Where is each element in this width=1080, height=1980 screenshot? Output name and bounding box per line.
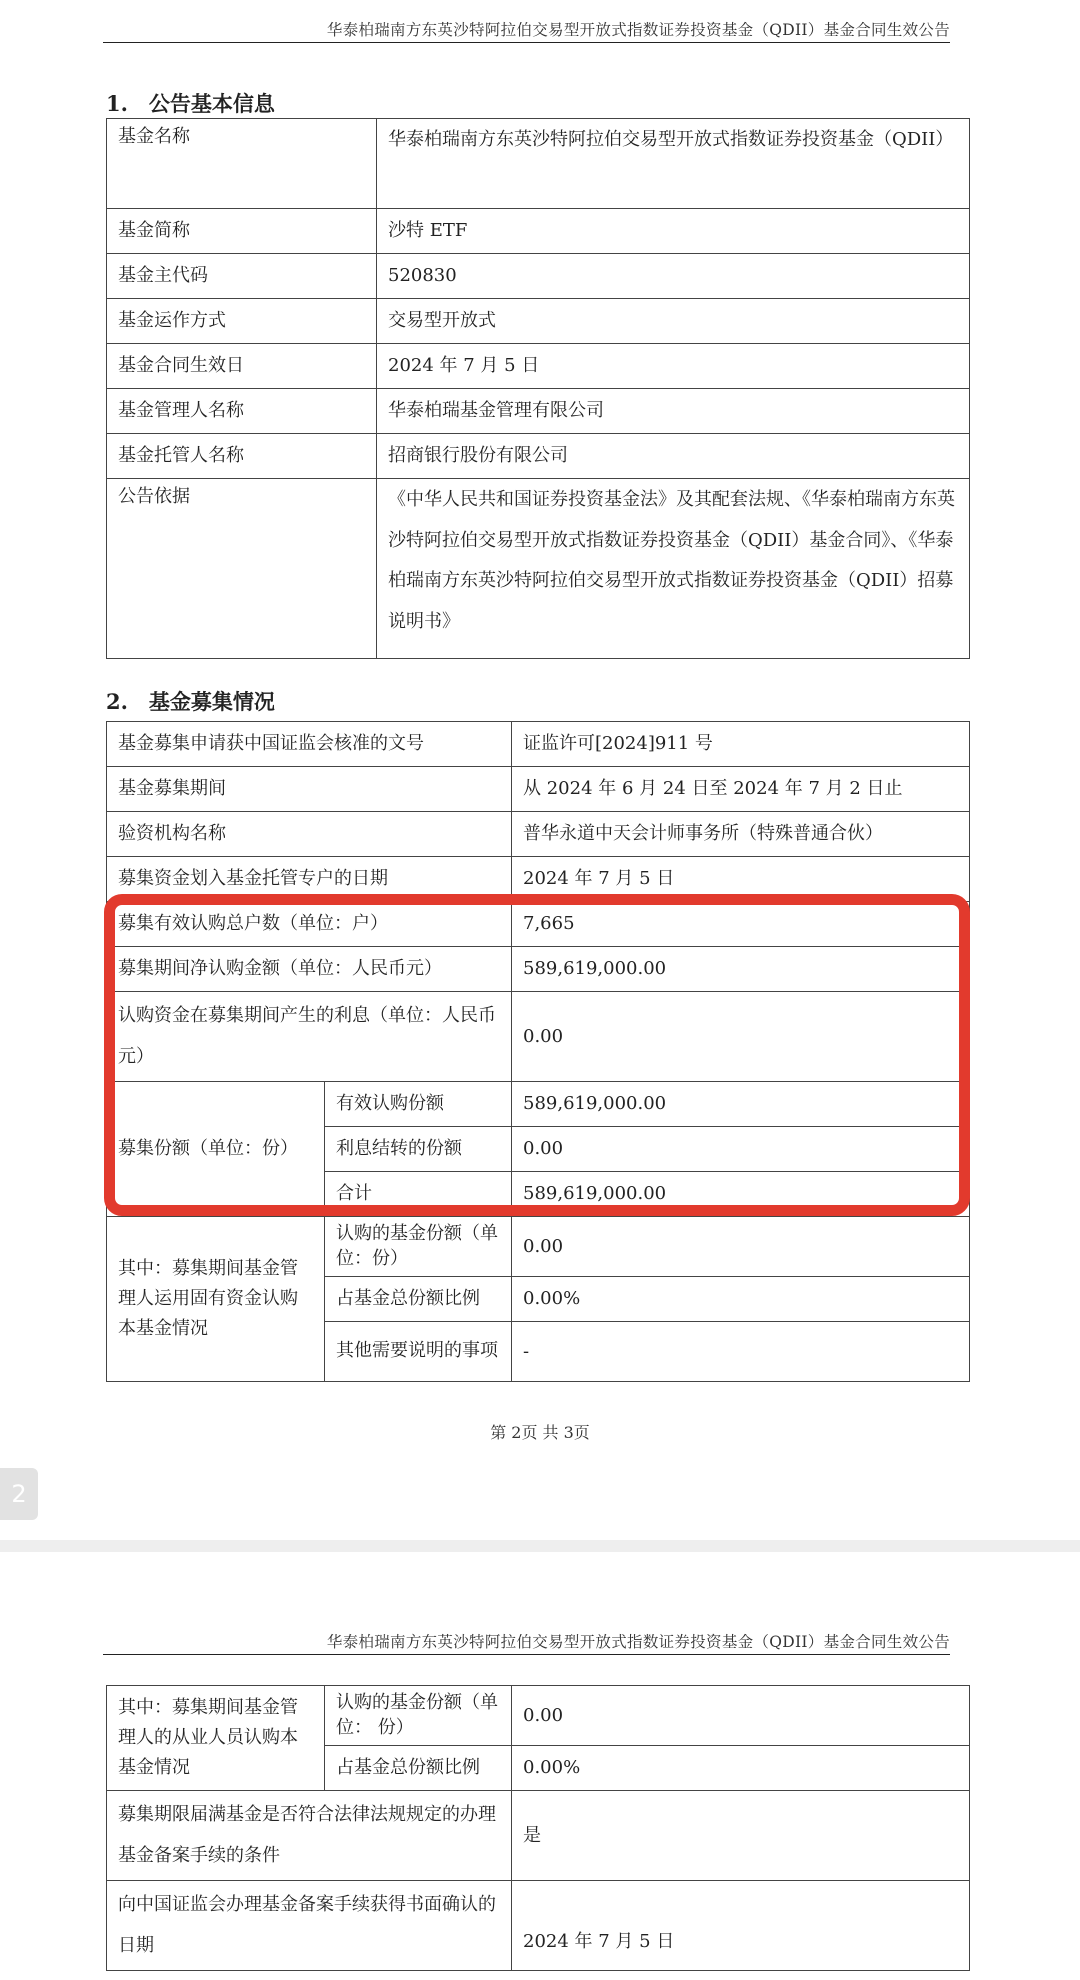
row-label: 向中国证监会办理基金备案手续获得书面确认的日期 [107, 1881, 512, 1971]
row-value: 华泰柏瑞南方东英沙特阿拉伯交易型开放式指数证券投资基金（QDII） [377, 119, 970, 209]
row-label: 验资机构名称 [107, 812, 512, 857]
page-header: 华泰柏瑞南方东英沙特阿拉伯交易型开放式指数证券投资基金（QDII）基金合同生效公告 [326, 21, 950, 39]
section-2-title: 2. 基金募集情况 [106, 689, 275, 714]
row-value: 普华永道中天会计师事务所（特殊普通合伙） [512, 812, 970, 857]
page-header: 华泰柏瑞南方东英沙特阿拉伯交易型开放式指数证券投资基金（QDII）基金合同生效公告 [326, 1633, 950, 1651]
row-label: 认购的基金份额（单位：份） [325, 1217, 512, 1277]
table-row [107, 299, 970, 344]
table-row [107, 722, 970, 767]
row-value: 589,619,000.00 [512, 947, 970, 992]
header-rule [103, 1654, 950, 1655]
row-value: 589,619,000.00 [512, 1172, 970, 1217]
fundraising-table-continued [106, 1685, 970, 1971]
row-value: 2024 年 7 月 5 日 [512, 857, 970, 902]
row-label: 基金主代码 [107, 254, 377, 299]
table-row [107, 434, 970, 479]
page-number: 第 2页 共 3页 [490, 1423, 590, 1442]
row-label: 公告依据 [107, 479, 377, 659]
table-row [107, 947, 970, 992]
row-value: 2024 年 7 月 5 日 [512, 1881, 970, 1971]
row-value: 招商银行股份有限公司 [377, 434, 970, 479]
row-value: - [512, 1322, 970, 1382]
table-row [107, 254, 970, 299]
row-value: 证监许可[2024]911 号 [512, 722, 970, 767]
document-page-2 [0, 1552, 1080, 1980]
row-label: 合计 [325, 1172, 512, 1217]
staff-label: 其中：募集期间基金管理人的从业人员认购本基金情况 [107, 1686, 325, 1791]
table-row [107, 209, 970, 254]
row-label: 利息结转的份额 [325, 1127, 512, 1172]
row-label: 募集资金划入基金托管专户的日期 [107, 857, 512, 902]
row-label: 基金募集期间 [107, 767, 512, 812]
row-value: 520830 [377, 254, 970, 299]
table-row [107, 1082, 970, 1127]
row-value: 0.00 [512, 1686, 970, 1746]
row-value: 0.00 [512, 992, 970, 1082]
shares-group-label: 募集份额（单位：份） [107, 1082, 325, 1217]
row-value: 华泰柏瑞基金管理有限公司 [377, 389, 970, 434]
table-row [107, 479, 970, 659]
row-label: 基金简称 [107, 209, 377, 254]
header-rule [103, 42, 950, 43]
fundraising-table [106, 721, 970, 1382]
row-value: 交易型开放式 [377, 299, 970, 344]
page-separator [0, 1540, 1080, 1552]
row-value: 0.00% [512, 1746, 970, 1791]
row-label: 基金名称 [107, 119, 377, 209]
table-row [107, 812, 970, 857]
basic-info-table [106, 118, 970, 659]
row-label: 认购的基金份额（单位： 份） [325, 1686, 512, 1746]
row-value: 从 2024 年 6 月 24 日至 2024 年 7 月 2 日止 [512, 767, 970, 812]
row-label: 占基金总份额比例 [325, 1746, 512, 1791]
row-label: 基金管理人名称 [107, 389, 377, 434]
table-row [107, 992, 970, 1082]
table-row [107, 1686, 970, 1746]
table-row [107, 902, 970, 947]
row-label: 募集期限届满基金是否符合法律法规规定的办理基金备案手续的条件 [107, 1791, 512, 1881]
table-row [107, 344, 970, 389]
row-value: 2024 年 7 月 5 日 [377, 344, 970, 389]
table-row [107, 1217, 970, 1277]
section-1-title: 1. 公告基本信息 [106, 91, 275, 116]
table-row [107, 767, 970, 812]
row-label: 募集期间净认购金额（单位：人民币元） [107, 947, 512, 992]
row-value: 是 [512, 1791, 970, 1881]
manager-own-label: 其中：募集期间基金管理人运用固有资金认购本基金情况 [107, 1217, 325, 1382]
row-label: 认购资金在募集期间产生的利息（单位：人民币元） [107, 992, 512, 1082]
row-label: 有效认购份额 [325, 1082, 512, 1127]
row-label: 基金运作方式 [107, 299, 377, 344]
row-value: 《中华人民共和国证券投资基金法》及其配套法规、《华泰柏瑞南方东英沙特阿拉伯交易型开放式指数证券投资基金（QDII）基金合同》、《华泰柏瑞南方东英沙特阿拉伯交易型开放式指数证券投资基金（QDII）招募说明书》 [377, 479, 970, 659]
row-value: 0.00 [512, 1217, 970, 1277]
row-value: 0.00 [512, 1127, 970, 1172]
table-row [107, 1881, 970, 1971]
table-row [107, 857, 970, 902]
row-label: 募集有效认购总户数（单位：户） [107, 902, 512, 947]
row-label: 其他需要说明的事项 [325, 1322, 512, 1382]
table-row [107, 119, 970, 209]
table-row [107, 1791, 970, 1881]
row-label: 基金募集申请获中国证监会核准的文号 [107, 722, 512, 767]
row-value: 沙特 ETF [377, 209, 970, 254]
row-value: 7,665 [512, 902, 970, 947]
table-row [107, 389, 970, 434]
row-label: 基金合同生效日 [107, 344, 377, 389]
page-badge[interactable]: 2 [0, 1468, 38, 1520]
row-value: 0.00% [512, 1277, 970, 1322]
row-value: 589,619,000.00 [512, 1082, 970, 1127]
row-label: 占基金总份额比例 [325, 1277, 512, 1322]
row-label: 基金托管人名称 [107, 434, 377, 479]
